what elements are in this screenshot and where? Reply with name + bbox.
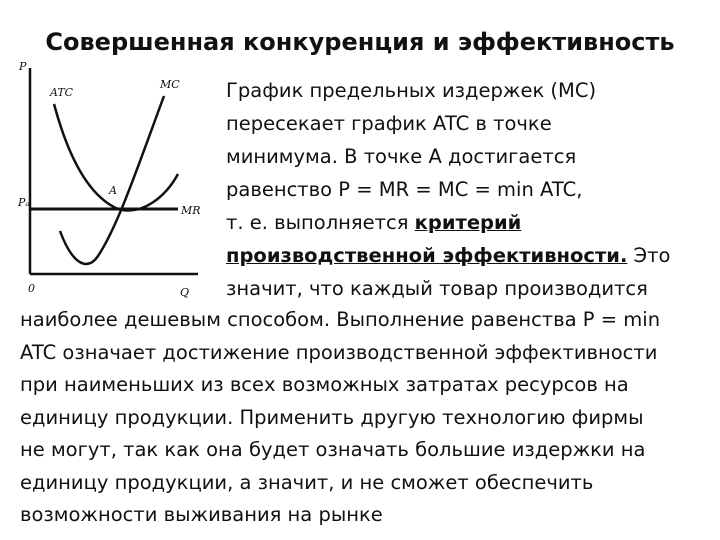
text-line: единицу продукции. Применить другую технологию фирмы	[20, 405, 644, 429]
text-line: не могут, так как она будет означать большие издержки на	[20, 438, 646, 461]
text-line: ATC означает достижение производственной эффективности	[20, 340, 658, 364]
mc-label: MC	[160, 78, 180, 91]
right-text-block	[226, 74, 710, 305]
y-axis-label: P	[19, 60, 27, 73]
text-fragment: Это	[627, 244, 671, 267]
text-line	[226, 239, 710, 272]
criterion-term-cont: производственной эффективности.	[226, 244, 628, 267]
origin-label: 0	[28, 282, 35, 295]
price-label: Pₐ	[18, 196, 30, 209]
point-a-label: A	[109, 184, 117, 197]
atc-label: ATC	[50, 86, 74, 99]
cost-curves-graph	[18, 56, 208, 306]
criterion-term: критерий	[414, 211, 522, 234]
mr-label: MR	[181, 204, 201, 217]
text-line: наиболее дешевым способом. Выполнение равенства P = min	[20, 308, 661, 331]
slide-title: Совершенная конкуренция и эффективность	[45, 28, 675, 56]
text-line: единицу продукции, а значит, и не сможет обеспечить	[20, 470, 594, 494]
text-line: пересекает график ATC в точке	[226, 112, 552, 135]
bottom-text-block	[20, 304, 716, 532]
text-line: значит, что каждый товар производится	[226, 277, 648, 300]
text-line: возможности выживания на рынке	[20, 503, 383, 526]
text-line: минимума. В точке А достигается	[226, 145, 577, 168]
text-line	[226, 206, 710, 239]
mc-curve	[60, 96, 164, 264]
text-line: равенство P = MR = MC = min ATC,	[226, 178, 583, 201]
text-line: при наименьших из всех возможных затратах ресурсов на	[20, 373, 629, 396]
text-fragment: т. е. выполняется	[226, 211, 415, 234]
x-axis-label: Q	[180, 286, 190, 299]
cost-curves-svg	[18, 56, 208, 306]
text-line: График предельных издержек (MC)	[226, 79, 597, 102]
